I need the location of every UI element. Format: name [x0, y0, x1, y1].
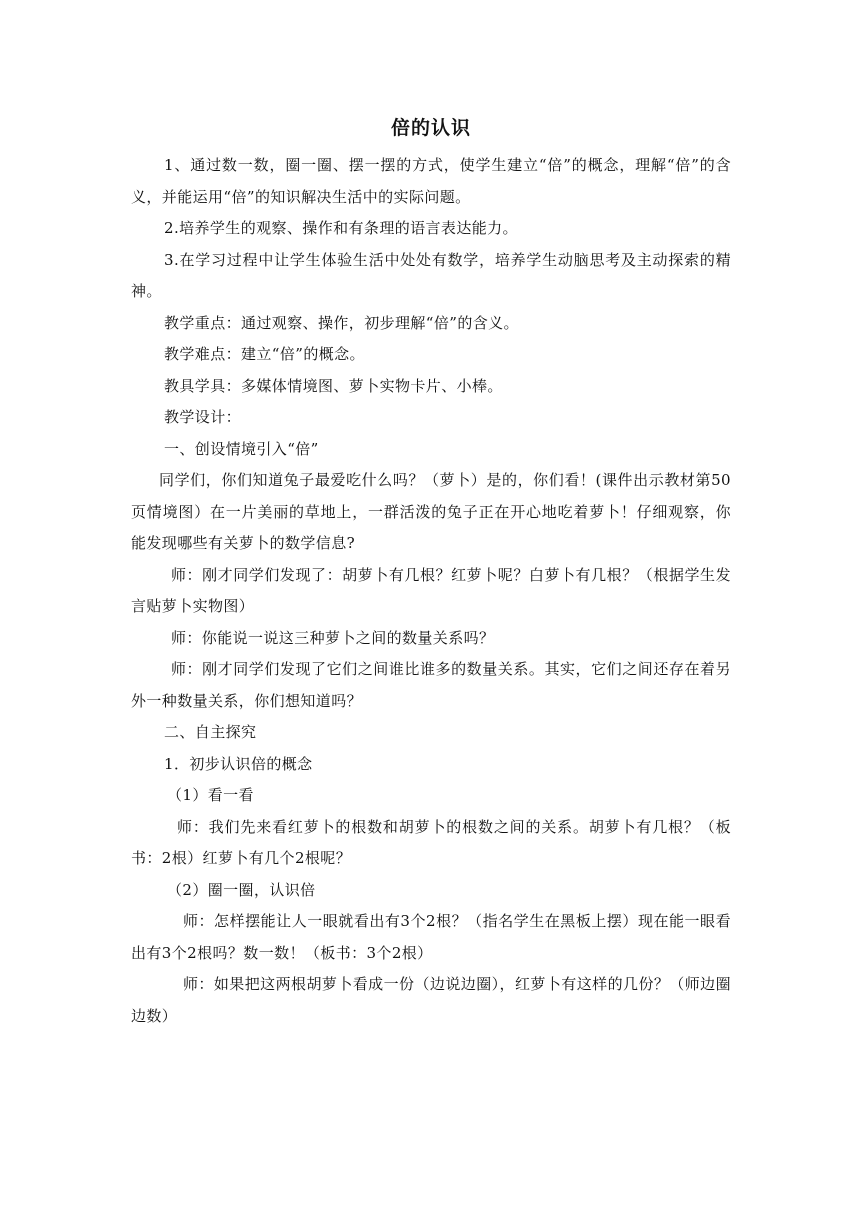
- step-circle: （2）圈一圈，认识倍: [167, 880, 316, 899]
- document-title: 倍的认识: [390, 117, 471, 139]
- section-heading-1: 一、创设情境引入“倍”: [164, 439, 319, 458]
- section-heading-2: 二、自主探究: [164, 723, 257, 741]
- subsection-heading-1: 1．初步认识倍的概念: [164, 754, 313, 773]
- paragraph-teaching-aids: 教具学具：多媒体情境图、萝卜实物卡片、小棒。: [164, 376, 503, 395]
- paragraph-teacher-1: 师：刚才同学们发现了：胡萝卜有几根？红萝卜呢？白萝卜有几根？（根据学生发言贴萝卜实物图）: [131, 565, 731, 615]
- paragraph-objective-1: 1、通过数一数，圈一圈、摆一摆的方式，使学生建立“倍”的概念，理解“倍”的含义，并能运用“倍”的知识解决生活中的实际问题。: [131, 156, 731, 206]
- paragraph-design-heading: 教学设计：: [164, 408, 242, 426]
- paragraph-teacher-5: 师：怎样摆能让人一眼就看出有3个2根？（指名学生在黑板上摆）现在能一眼看出有3个2根吗？数一数！（板书：3个2根）: [131, 912, 731, 962]
- paragraph-key-point: 教学重点：通过观察、操作，初步理解“倍”的含义。: [164, 313, 519, 332]
- paragraph-difficulty: 教学难点：建立“倍”的概念。: [164, 345, 365, 363]
- paragraph-objective-2: 2.培养学生的观察、操作和有条理的语言表达能力。: [164, 219, 518, 237]
- paragraph-teacher-2: 师：你能说一说这三种萝卜之间的数量关系吗？: [171, 628, 495, 647]
- paragraph-intro: 同学们，你们知道兔子最爱吃什么吗？（萝卜）是的，你们看！(课件出示教材第50页情境图）在一片美丽的草地上，一群活泼的兔子正在开心地吃着萝卜！仔细观察，你能发现哪些有关萝卜的数学信息?: [131, 471, 731, 552]
- paragraph-teacher-6: 师：如果把这两根胡萝卜看成一份（边说边圈），红萝卜有这样的几份？（师边圈边数）: [131, 975, 731, 1025]
- document-body: [131, 112, 731, 1032]
- step-look: （1）看一看: [167, 786, 254, 804]
- paragraph-objective-3: 3.在学习过程中让学生体验生活中处处有数学，培养学生动脑思考及主动探索的精神。: [131, 250, 731, 300]
- paragraph-teacher-4: 师：我们先来看红萝卜的根数和胡萝卜的根数之间的关系。胡萝卜有几根？（板书：2根）红萝卜有几个2根呢？: [131, 817, 731, 867]
- paragraph-teacher-3: 师：刚才同学们发现了它们之间谁比谁多的数量关系。其实，它们之间还存在着另外一种数量关系，你们想知道吗？: [131, 660, 731, 710]
